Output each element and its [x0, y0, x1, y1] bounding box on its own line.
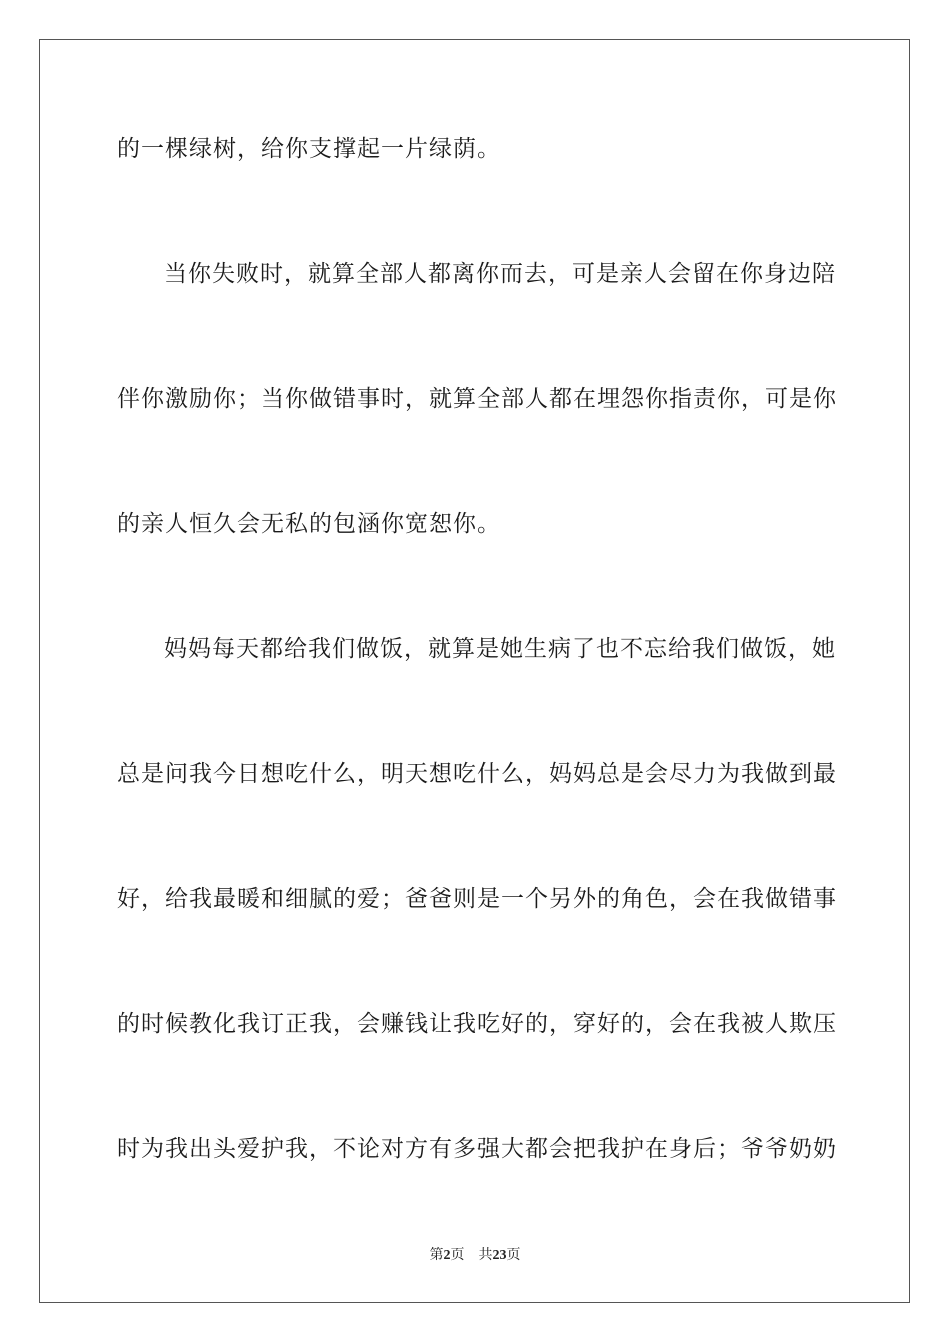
paragraph-line: 好，给我最暖和细腻的爱；爸爸则是一个另外的角色，会在我做错事 [117, 886, 837, 912]
total-pages: 23 [492, 1248, 507, 1263]
paragraph-line: 伴你激励你；当你做错事时，就算全部人都在埋怨你指责你，可是你 [117, 386, 837, 412]
page-footer [0, 1247, 950, 1265]
paragraph-line: 的一棵绿树，给你支撑起一片绿荫。 [117, 136, 501, 162]
page-border [39, 39, 910, 1303]
page-suffix: 页 [450, 1248, 465, 1263]
page-number: 2 [443, 1248, 451, 1263]
page-prefix: 第 [429, 1248, 444, 1263]
total-suffix: 页 [506, 1248, 521, 1263]
paragraph-line: 时为我出头爱护我，不论对方有多强大都会把我护在身后；爷爷奶奶 [117, 1136, 837, 1162]
paragraph-line: 妈妈每天都给我们做饭，就算是她生病了也不忘给我们做饭，她 [164, 636, 836, 662]
paragraph-line: 当你失败时，就算全部人都离你而去，可是亲人会留在你身边陪 [164, 261, 836, 287]
paragraph-line: 的时候教化我订正我，会赚钱让我吃好的，穿好的，会在我被人欺压 [117, 1011, 837, 1037]
paragraph-line: 的亲人恒久会无私的包涵你宽恕你。 [117, 511, 501, 537]
paragraph-line: 总是问我今日想吃什么，明天想吃什么，妈妈总是会尽力为我做到最 [117, 761, 837, 787]
total-prefix: 共 [478, 1248, 493, 1263]
